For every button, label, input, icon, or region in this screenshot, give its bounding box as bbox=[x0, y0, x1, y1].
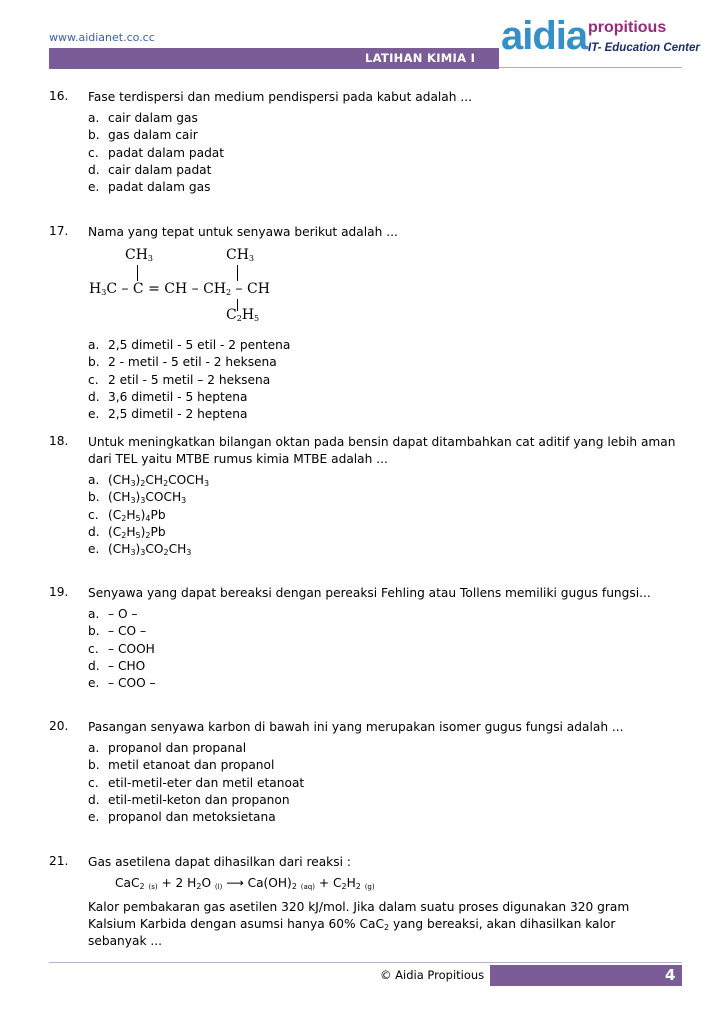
header-divider bbox=[499, 67, 682, 68]
question-number: 20. bbox=[49, 719, 69, 733]
logo-tagline: IT- Education Center bbox=[588, 42, 700, 54]
question-17 bbox=[49, 224, 689, 423]
option-b: b. metil etanoat dan propanol bbox=[88, 758, 275, 773]
bond-line-top-left bbox=[137, 265, 138, 281]
formula-bottom: $C_2H_5$ bbox=[226, 307, 260, 323]
option-c: c. – COOH bbox=[88, 641, 155, 656]
site-link[interactable]: www.aidianet.co.cc bbox=[49, 31, 155, 44]
question-text: Gas asetilena dapat dihasilkan dari reaksi : bbox=[88, 855, 351, 869]
option-b: b. – CO – bbox=[88, 624, 147, 639]
question-number: 19. bbox=[49, 585, 69, 599]
question-18 bbox=[49, 434, 689, 558]
option-e: e. padat dalam gas bbox=[88, 180, 211, 195]
formula-main-chain: $H_3C$ – C = CH – $CH_2$ – CH bbox=[89, 281, 270, 297]
option-b: b. gas dalam cair bbox=[88, 128, 198, 143]
structural-formula bbox=[89, 241, 689, 323]
option-list bbox=[88, 606, 689, 692]
option-e: e. propanol dan metoksietana bbox=[88, 810, 276, 825]
option-c: c. padat dalam padat bbox=[88, 145, 225, 160]
question-19 bbox=[49, 585, 689, 692]
footer-bar bbox=[490, 965, 682, 986]
question-number: 18. bbox=[49, 434, 69, 448]
option-b: b. $(CH_3)_3COCH_3$ bbox=[88, 490, 187, 506]
option-c: c. 2 etil - 5 metil – 2 heksena bbox=[88, 372, 271, 387]
question-body: Kalor pembakaran gas asetilen 320 kJ/mol. Jika dalam suatu proses digunakan 320 gram Kalsium Karbida dengan asumsi hanya 60% CaC$_2$ yang bereaksi, akan dihasilkan kalor sebanyak ... bbox=[88, 900, 630, 948]
question-number: 16. bbox=[49, 89, 69, 103]
question-number: 21. bbox=[49, 854, 69, 868]
option-list bbox=[88, 337, 689, 423]
question-text: Untuk meningkatkan bilangan oktan pada bensin dapat ditambahkan cat aditif yang lebih aman dari TEL yaitu MTBE rumus kimia MTBE adalah ... bbox=[88, 435, 676, 466]
page-title: LATIHAN KIMIA I bbox=[365, 51, 476, 65]
option-d: d. 3,6 dimetil - 5 heptena bbox=[88, 389, 248, 404]
footer-divider bbox=[49, 962, 682, 963]
option-a: a. cair dalam gas bbox=[88, 111, 198, 125]
option-a: a. $(CH_3)_2CH_2COCH_3$ bbox=[88, 473, 210, 488]
option-list bbox=[88, 740, 689, 826]
logo-brand: propitious bbox=[588, 19, 667, 36]
question-number: 17. bbox=[49, 224, 69, 238]
option-d: d. $(C_2H_5)_2Pb$ bbox=[88, 524, 166, 540]
option-list bbox=[88, 110, 689, 196]
footer-copyright: © Aidia Propitious bbox=[380, 968, 485, 982]
option-d: d. cair dalam padat bbox=[88, 162, 212, 177]
option-list bbox=[88, 472, 689, 558]
question-21 bbox=[49, 854, 689, 950]
logo-word: aidia bbox=[501, 14, 588, 58]
option-d: d. etil-metil-keton dan propanon bbox=[88, 792, 290, 807]
option-c: c. etil-metil-eter dan metil etanoat bbox=[88, 775, 305, 790]
reaction-equation: CaC$_2$ (s) + 2 $H_2O$ (l) ⟶ $Ca(OH)_2$ $(aq) + C_2H_2$ (g) bbox=[115, 876, 375, 891]
bond-line-top-right bbox=[237, 265, 238, 281]
option-b: b. 2 - metil - 5 etil - 2 heksena bbox=[88, 355, 277, 370]
option-d: d. – CHO bbox=[88, 658, 146, 673]
question-text: Nama yang tepat untuk senyawa berikut adalah ... bbox=[88, 225, 398, 239]
page-number: 4 bbox=[665, 966, 676, 984]
option-e: e. – COO – bbox=[88, 676, 156, 691]
question-16 bbox=[49, 89, 689, 196]
option-a: a. 2,5 dimetil - 5 etil - 2 pentena bbox=[88, 338, 291, 352]
formula-top-right: $CH_3$ bbox=[226, 247, 255, 263]
option-e: e. $(CH_3)_3CO_2CH_3$ bbox=[88, 542, 192, 558]
question-20 bbox=[49, 719, 689, 826]
formula-top-left: $CH_3$ bbox=[125, 247, 154, 263]
question-text: Senyawa yang dapat bereaksi dengan pereaksi Fehling atau Tollens memiliki gugus fungsi... bbox=[88, 586, 651, 600]
option-a: a. – O – bbox=[88, 607, 138, 621]
option-e: e. 2,5 dimetil - 2 heptena bbox=[88, 407, 248, 422]
question-text: Pasangan senyawa karbon di bawah ini yang merupakan isomer gugus fungsi adalah ... bbox=[88, 720, 624, 734]
question-text: Fase terdispersi dan medium pendispersi pada kabut adalah ... bbox=[88, 90, 472, 104]
arrow-icon: ⟶ bbox=[226, 876, 244, 890]
option-c: c. $(C_2H_5)_4Pb$ bbox=[88, 507, 166, 523]
option-a: a. propanol dan propanal bbox=[88, 741, 247, 755]
